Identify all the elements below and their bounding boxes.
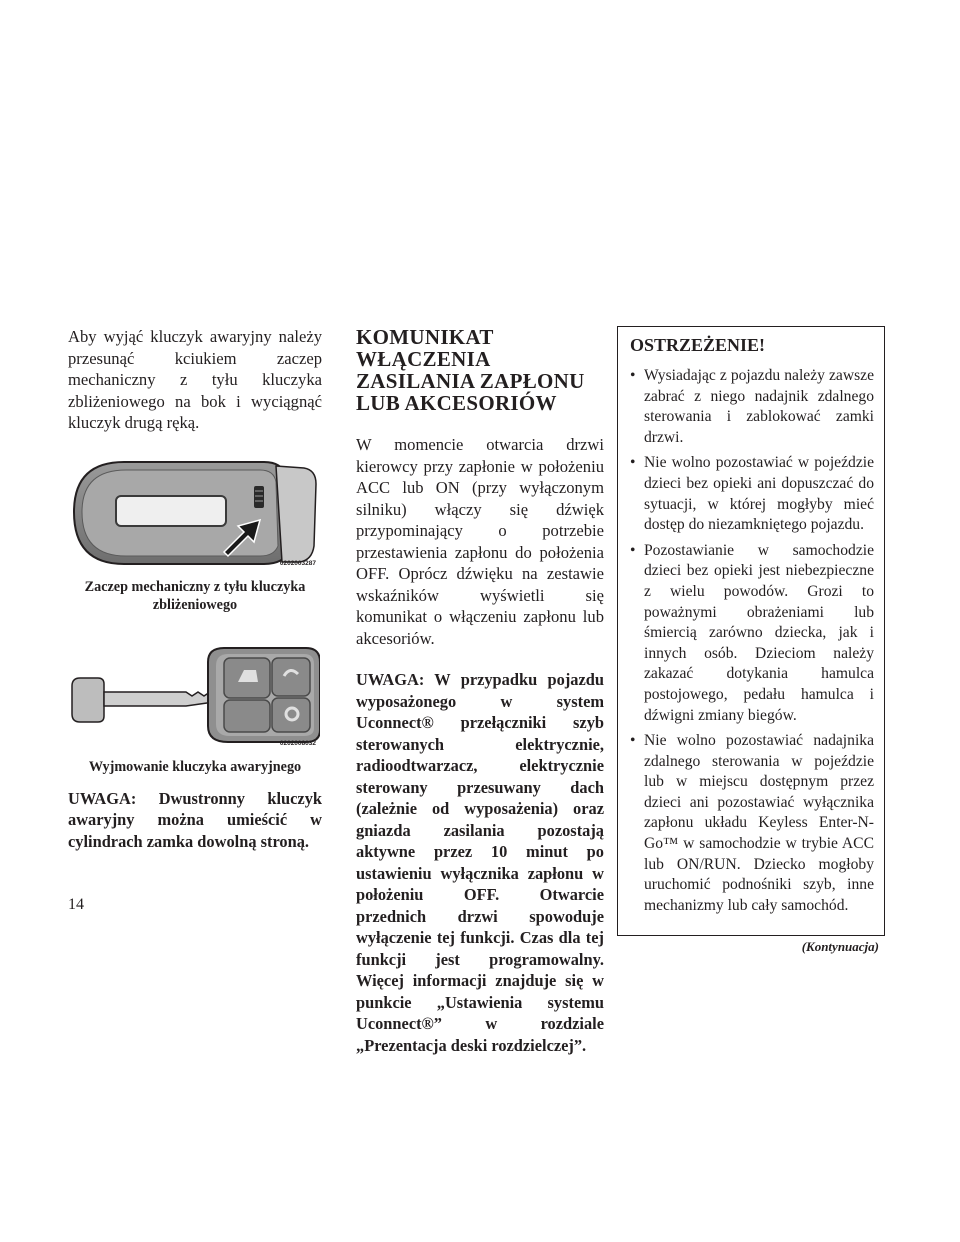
bullet-icon: • [630,367,636,384]
warning-item [628,541,874,726]
warning-box [617,326,885,936]
section-title: KOMUNIKAT WŁĄCZENIA ZASILANIA ZAPŁONU LUB AKCESORIÓW [356,325,585,415]
emergency-key-figure [68,640,320,750]
page-number: 14 [68,896,84,913]
figure-caption: Zaczep mechaniczny z tyłu kluczyka zbliżeniowego [84,578,306,613]
bullet-icon: • [630,732,636,750]
note-paragraph: UWAGA: W przypadku pojazdu wyposażonego w system Uconnect® przełączniki szyb sterowanych elektrycznie, radioodtwarzacz, elektrycznie sterowany przesuwany dach (zależnie od wyposażenia) oraz gniazda zasilania pozostają aktywne przez 10 minut po ustawieniu wyłącznika zapłonu w położeniu OFF. Otwarcie przednich drzwi spowoduje wyłączenie tej funkcji. Czas dla tej funkcji jest programowalny. Więcej informacji znajduje się w punkcie „Ustawienia systemu Uconnect®” w rozdziale „Prezentacja deski rozdzielczej”. [356,670,604,1055]
middle-column [356,326,604,1056]
warning-item-text: Nie wolno pozostawiać nadajnika zdalnego sterowania w pojeździe lub w miejscu dostępnym przez dzieci ani pozostawiać wyłącznika zapłonu układu Keyless Enter-N-Go™ w samochodzie w trybie ACC lub ON/RUN. Dziecko mogłoby uruchomić podnośniki szyb, inne mechanizmy lub cały samochód. [644,732,874,914]
warning-title: OSTRZEŻENIE! [630,335,766,355]
warning-item-text: Pozostawianie w samochodzie dzieci bez opieki jest niebezpieczne z wielu powodów. Grozi to poważnymi obrażeniami lub śmiercią zarówno dziecka, jak i innych osób. Dzieciom należy zakazać dotykania hamulca postojowego, pedału hamulca i dźwigni zmiany biegów. [644,541,874,724]
warning-item [628,453,874,535]
warning-list [628,366,874,916]
intro-paragraph: Aby wyjąć kluczyk awaryjny należy przesunąć kciukiem zaczep mechaniczny z tyłu kluczyka zbliżeniowego na bok i wyciągnąć kluczyk drugą ręką. [68,327,322,432]
figure-code: 0202003287 [279,559,316,567]
bullet-icon: • [630,541,636,559]
figure-caption: Wyjmowanie kluczyka awaryjnego [88,758,302,775]
figure-code: 0202008032 [279,739,316,747]
warning-item-text: Nie wolno pozostawiać w pojeździe dzieci bez opieki ani dopuszczać do sytuacji, w której mogłyby mieć dostęp do niezamkniętego pojazdu. [644,454,874,534]
right-column [617,326,883,955]
key-fob-back-illustration [68,454,320,570]
left-column [68,326,322,852]
bullet-icon: • [630,454,636,472]
warning-item [628,731,874,916]
section-paragraph: W momencie otwarcia drzwi kierowcy przy zapłonie w położeniu ACC lub ON (przy wyłączonym silniku) włączy się dźwięk przypominający o potrzebie przestawienia zapłonu do położenia OFF. Oprócz dźwięku na zestawie wskaźników wyświetli się komunikat o włączeniu zapłonu lub akcesoriów. [356,435,604,648]
emergency-key-illustration [68,640,320,750]
warning-item [628,366,874,448]
warning-item-text: Wysiadając z pojazdu należy zawsze zabrać z niego nadajnik zdalnego sterowania i zablokować zamki drzwi. [644,367,874,446]
continued-label: (Kontynuacja) [801,939,879,955]
key-fob-back-figure [68,454,320,570]
note-paragraph: UWAGA: Dwustronny kluczyk awaryjny można umieścić w cylindrach zamka dowolną stroną. [68,788,322,851]
